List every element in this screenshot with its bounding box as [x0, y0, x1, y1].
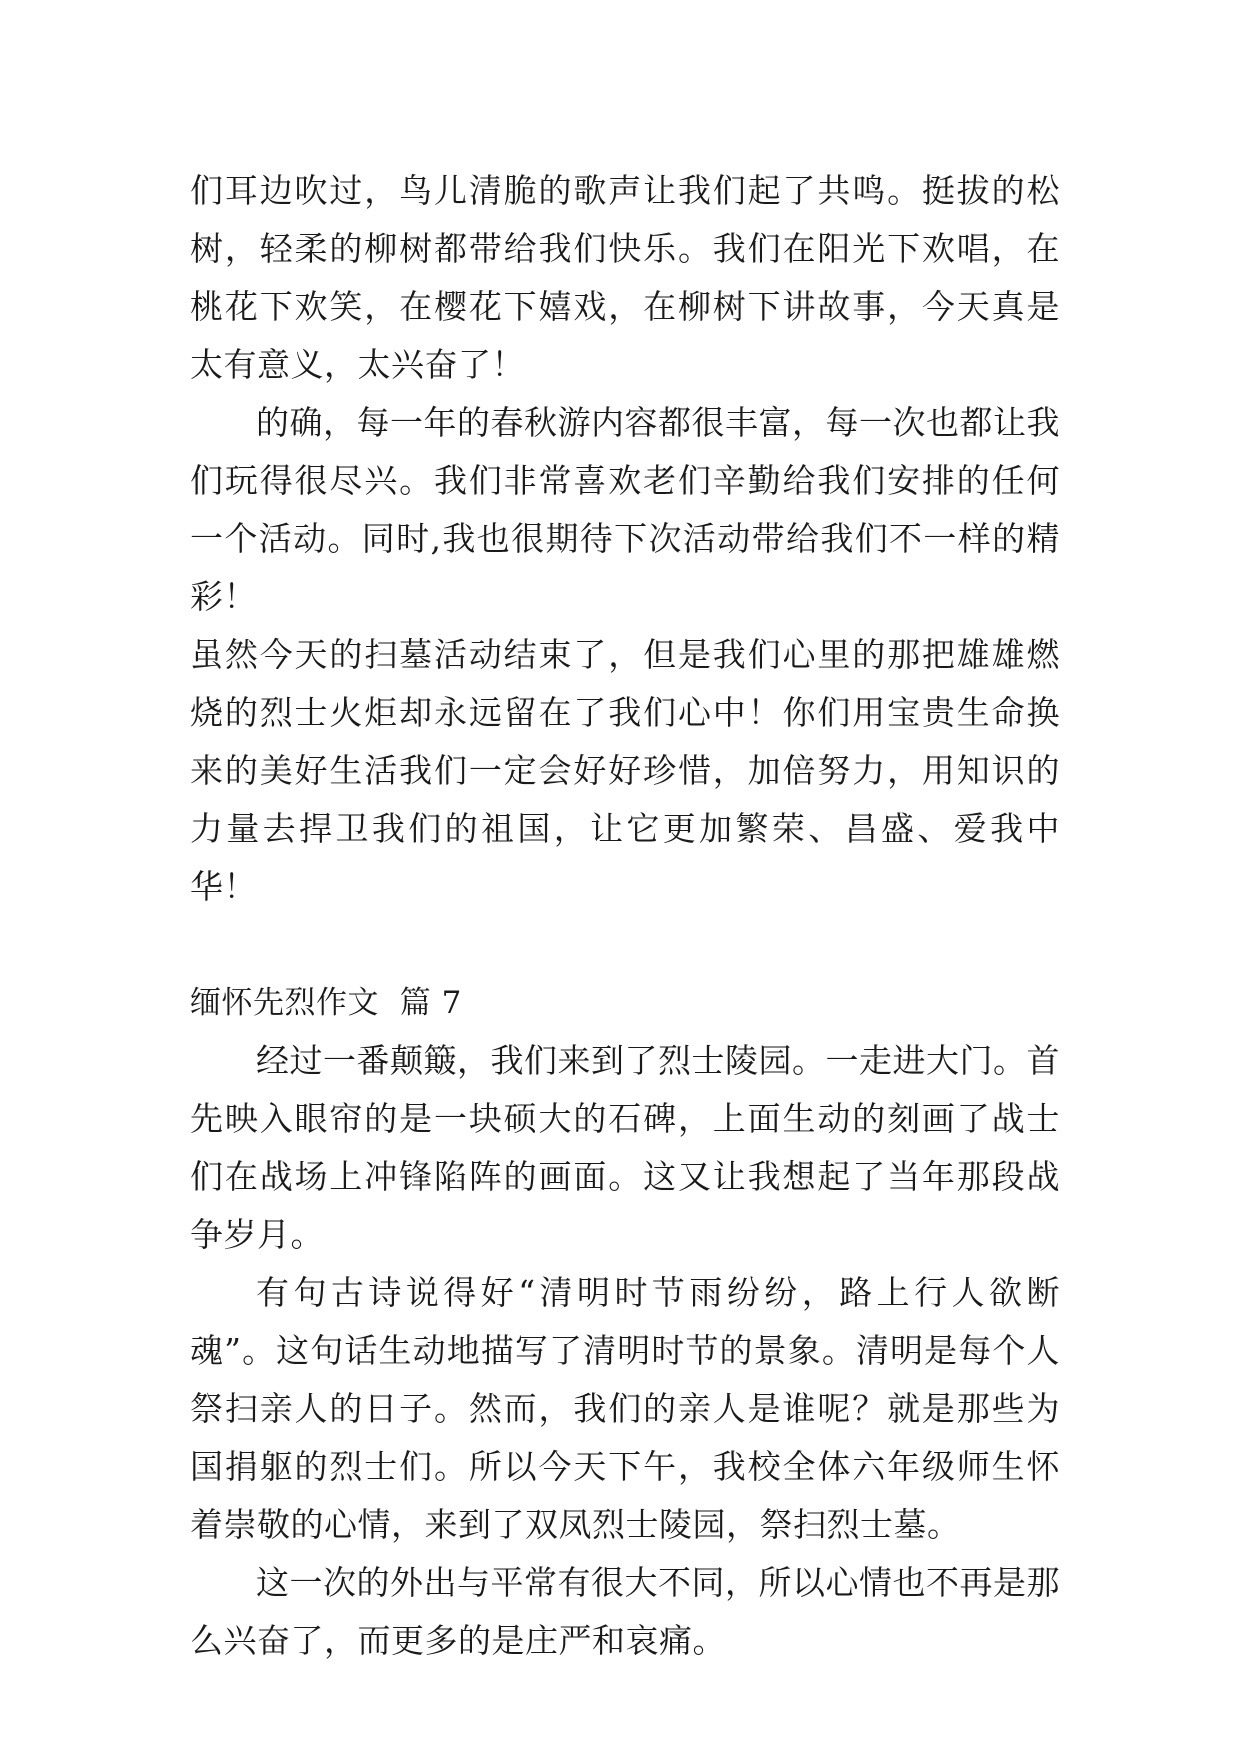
section-heading: [190, 974, 1060, 1032]
paragraph-continuation: 们耳边吹过，鸟儿清脆的歌声让我们起了共鸣。挺拔的松树，轻柔的柳树都带给我们快乐。我们在阳光下欢唱，在桃花下欢笑，在樱花下嬉戏，在柳树下讲故事，今天真是太有意义，太兴奋了！: [190, 171, 1060, 384]
section-title: 缅怀先烈作文: [190, 985, 379, 1021]
paragraph: 经过一番颠簸，我们来到了烈士陵园。一走进大门。首先映入眼帘的是一块硕大的石碑，上面生动的刻画了战士们在战场上冲锋陷阵的画面。这又让我想起了当年那段战争岁月。: [190, 1041, 1060, 1254]
paragraph: 这一次的外出与平常有很大不同，所以心情也不再是那么兴奋了，而更多的是庄严和哀痛。: [190, 1563, 1060, 1660]
paragraph: 有句古诗说得好“清明时节雨纷纷，路上行人欲断魂”。这句话生动地描写了清明时节的景象。清明是每个人祭扫亲人的日子。然而，我们的亲人是谁呢？就是那些为国捐躯的烈士们。所以今天下午，我校全体六年级师生怀着崇敬的心情，来到了双凤烈士陵园，祭扫烈士墓。: [190, 1273, 1060, 1544]
section-number: 篇 7: [399, 985, 462, 1021]
paragraph: 虽然今天的扫墓活动结束了，但是我们心里的那把雄雄燃烧的烈士火炬却永远留在了我们心中！你们用宝贵生命换来的美好生活我们一定会好好珍惜，加倍努力，用知识的力量去捍卫我们的祖国，让它更加繁荣、昌盛、爱我中华！: [190, 635, 1060, 906]
paragraph: 的确，每一年的春秋游内容都很丰富，每一次也都让我们玩得很尽兴。我们非常喜欢老们辛勤给我们安排的任何一个活动。同时,我也很期待下次活动带给我们不一样的精彩！: [190, 403, 1060, 616]
document-body: [190, 162, 1060, 1670]
